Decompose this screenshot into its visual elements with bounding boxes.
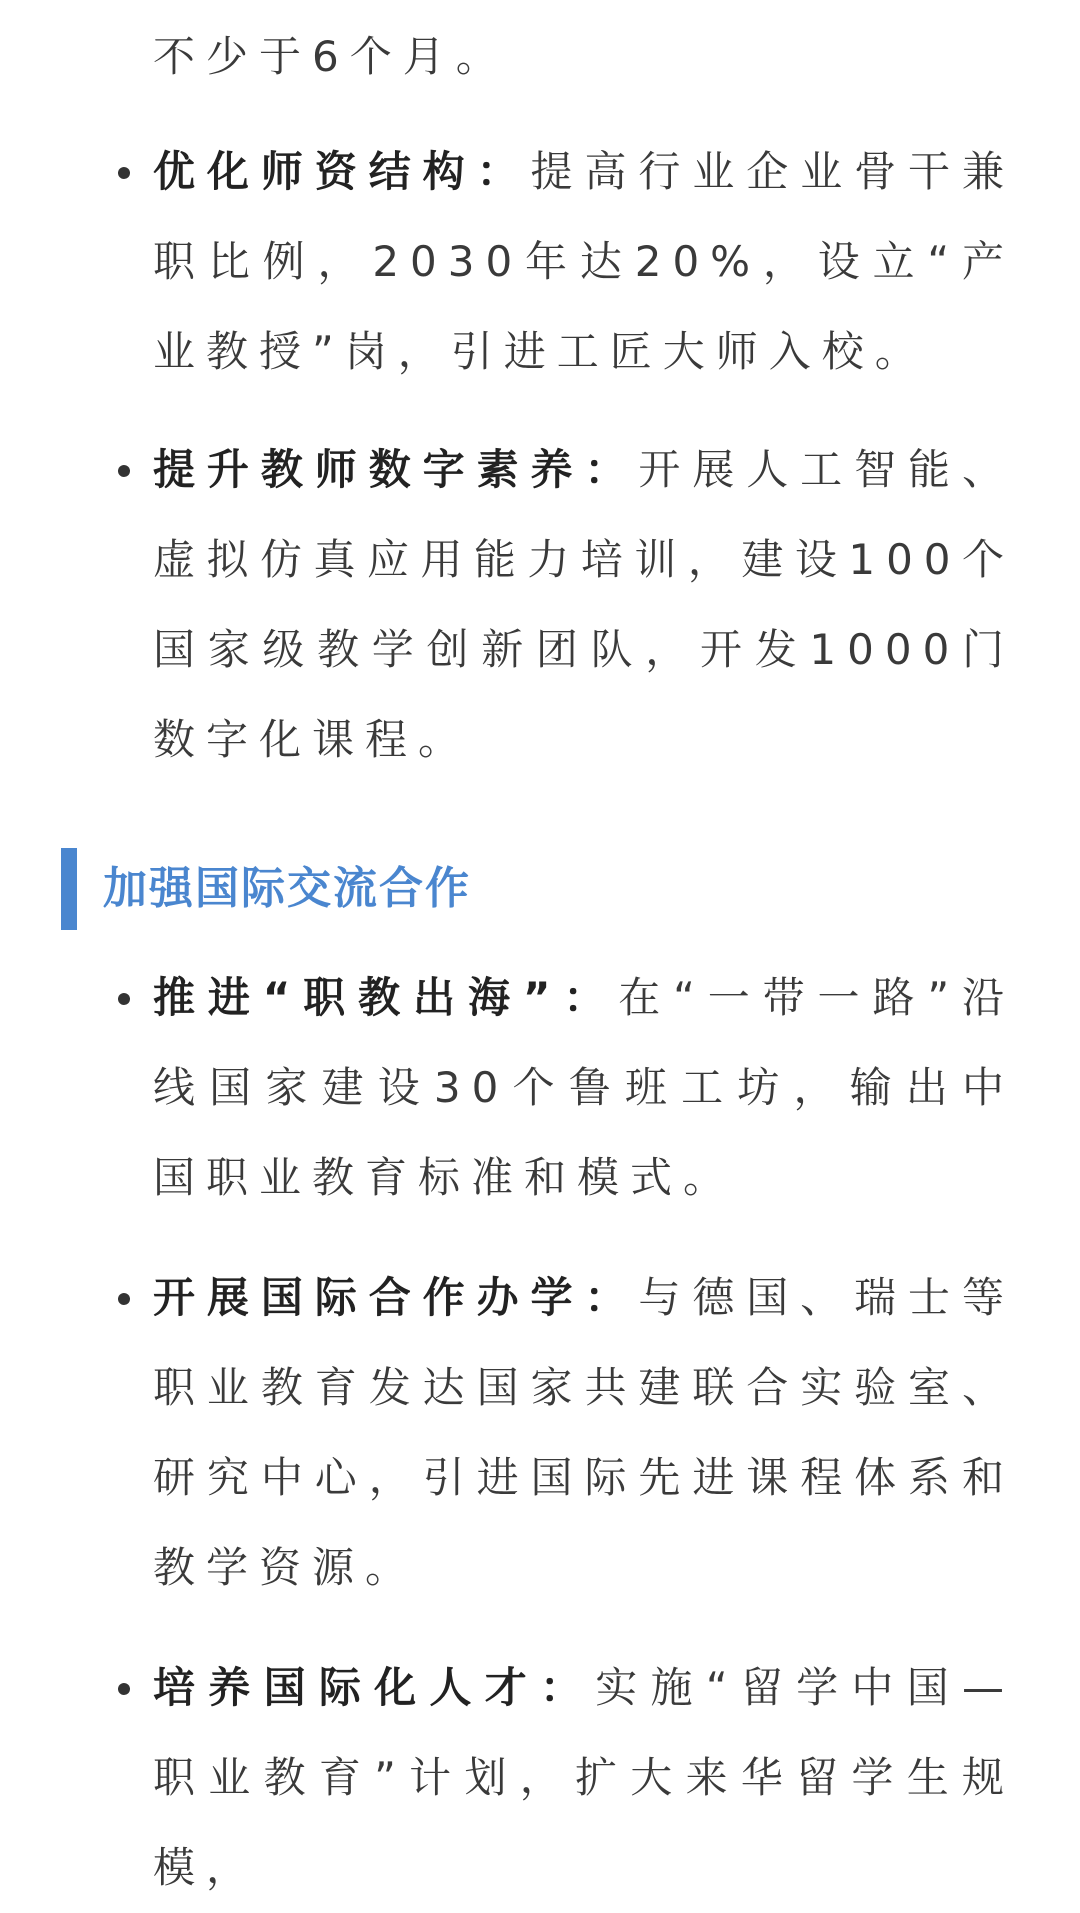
bullet-dot-icon <box>118 1293 130 1305</box>
paragraph-fragment: 不少于6个月。 <box>153 32 509 81</box>
list-item-text <box>153 425 1015 785</box>
list-item-lead: 开展国际合作办学： <box>153 1273 639 1322</box>
bullet-dot-icon <box>118 1683 130 1695</box>
section-heading <box>61 848 961 930</box>
list-item-text <box>153 1643 1015 1913</box>
list-item-lead: 优化师资结构： <box>153 147 531 196</box>
section-accent-bar <box>61 848 77 930</box>
list-item-body: 在“一带一路”沿线国家建设30个鲁班工坊，输出中国职业教育标准和模式。 <box>153 973 1015 1202</box>
bullet-dot-icon <box>118 167 130 179</box>
bullet-dot-icon <box>118 465 130 477</box>
bullet-dot-icon <box>118 993 130 1005</box>
list-item-lead: 提升教师数字素养： <box>153 445 639 494</box>
list-item-body: 提高行业企业骨干兼职比例，2030年达20%，设立“产业教授”岗，引进工匠大师入校。 <box>153 147 1015 376</box>
list-item-body: 实施“留学中国—职业教育”计划，扩大来华留学生规模， <box>153 1663 1015 1892</box>
list-item-lead: 培养国际化人才： <box>153 1663 596 1712</box>
list-item-text <box>153 127 1015 397</box>
list-item-text <box>153 1253 1015 1613</box>
section-title: 加强国际交流合作 <box>103 863 471 914</box>
list-item-lead: 推进“职教出海”： <box>153 973 619 1022</box>
list-item-body: 开展人工智能、虚拟仿真应用能力培训，建设100个国家级教学创新团队，开发1000门数字化课程。 <box>153 445 1015 764</box>
list-item-body: 与德国、瑞士等职业教育发达国家共建联合实验室、研究中心，引进国际先进课程体系和教学资源。 <box>153 1273 1015 1592</box>
list-item-text <box>153 953 1015 1223</box>
